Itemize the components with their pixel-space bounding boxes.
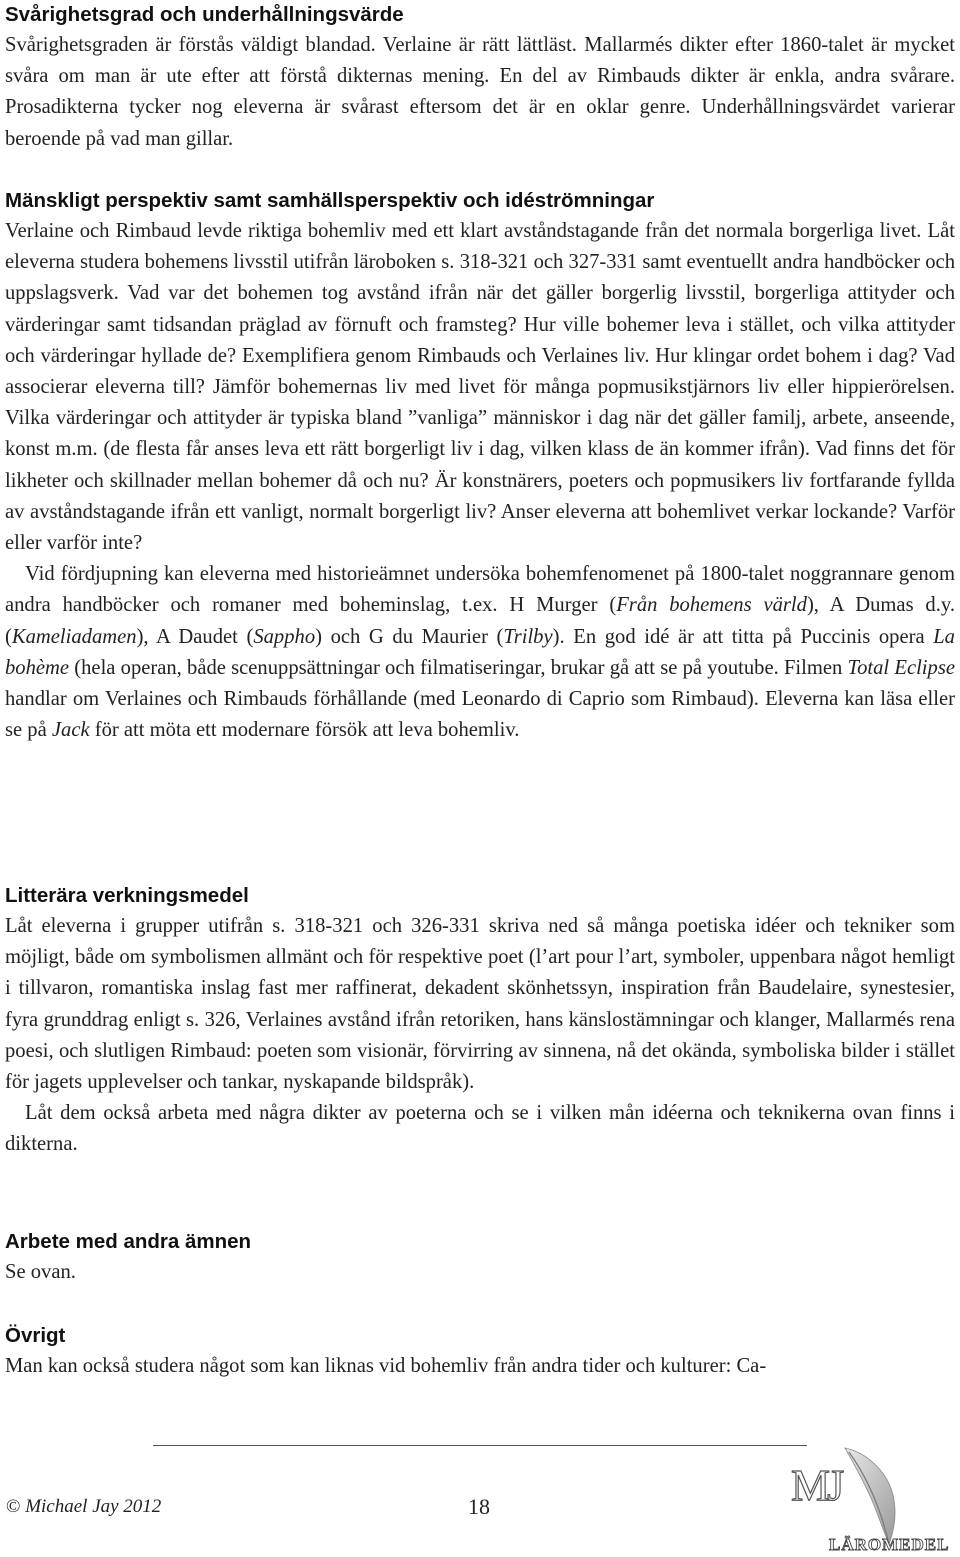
paragraph: Man kan också studera något som kan liknas vid bohemliv från andra tider och kulturer: Ca- (5, 1355, 767, 1377)
mj-laromedel-logo (785, 1440, 955, 1555)
section-difficulty (5, 0, 955, 155)
paragraph: Låt eleverna i grupper utifrån s. 318-321 och 326-331 skriva ned så många poetiska idéer och tekniker som möjligt, både om symbolismen allmänt och för respektive poet (l’art pour l’art, symboler, uppenbara något hemligt i tillvaron, romantiska inslag fast mer raffinerat, dekadent skönhetssyn, inspiration från Baudelaire, synestesier, fyra grunddrag enligt s. 326, Verlaines avstånd ifrån retoriken, hans känslostämningar och klanger, Mallarmés rena poesi, och slutligen Rimbaud: poeten som visionär, förvirring av sinnena, nå det okända, symboliska bilder i stället för jagets upplevelser och tankar, nyskapande bildspråk). (5, 915, 955, 1094)
page-number: 18 (468, 1494, 490, 1519)
footer-divider (153, 1445, 807, 1446)
section-heading: Arbete med andra ämnen (5, 1230, 252, 1253)
section-heading: Mänskligt perspektiv samt samhällsperspektiv och idéströmningar (5, 189, 655, 212)
section-heading: Litterära verkningsmedel (5, 884, 249, 907)
section-heading: Övrigt (5, 1324, 66, 1347)
logo-initials: MJ (791, 1461, 842, 1510)
copyright-notice (6, 1496, 161, 1518)
paragraph: Svårighetsgraden är förstås väldigt blandad. Verlaine är rätt lättläst. Mallarmés dikter efter 1860-talet är mycket svåra om man är ute efter att förstå dikternas mening. En del av Rimbauds dikter är enkla, andra svårare. Prosadikterna tycker nog eleverna är svårast eftersom det är en oklar genre. Underhållningsvärdet varierar beroende på vad man gillar. (5, 34, 955, 150)
section-heading: Svårighetsgrad och underhållningsvärde (5, 3, 404, 26)
copyright-symbol: © (6, 1496, 21, 1517)
logo-wordmark: LÄROMEDEL (829, 1535, 950, 1554)
section-literary-devices (5, 881, 955, 1161)
paragraph: Se ovan. (5, 1261, 76, 1283)
paragraph-deepening: Vid fördjupning kan eleverna med historieämnet undersöka bohemfenomenet på 1800-talet noggrannare genom andra handböcker och romaner med boheminslag, t.ex. H Murger (Från bohemens värld), A Dumas d.y. (Kameliadamen), A Daudet (Sappho) och G du Maurier (Trilby). En god idé är att titta på Puccinis opera La bohème (hela operan, både scenuppsättningar och filmatiseringar, brukar gå att se på youtube. Filmen Total Eclipse handlar om Verlaines och Rimbauds förhållande (med Leonardo di Caprio som Rimbaud). Eleverna kan läsa eller se på Jack för att möta ett modernare försök att leva bohemliv. (5, 563, 955, 742)
section-other-subjects (5, 1227, 955, 1288)
section-misc (5, 1321, 955, 1382)
section-perspective (5, 186, 955, 746)
paragraph: Låt dem också arbeta med några dikter av poeterna och se i vilken mån idéerna och teknikerna ovan finns i dikterna. (5, 1102, 955, 1156)
paragraph: Verlaine och Rimbaud levde riktiga bohemliv med ett klart avståndstagande från det normala borgerliga livet. Låt eleverna studera bohemens livsstil utifrån läroboken s. 318-321 och 327-331 samt eventuellt andra handböcker och uppslagsverk. Vad var det bohemen tog avstånd ifrån när det gäller borgerlig livsstil, borgerliga attityder och värderingar samt tidsandan präglad av förnuft och framsteg? Hur ville bohemer leva i stället, och vilka attityder och värderingar hyllade de? Exemplifiera genom Rimbauds och Verlaines liv. Hur klingar ordet bohem i dag? Vad associerar eleverna till? Jämför bohemernas liv med livet för många popmusikstjärnors liv eller hippierörelsen. Vilka värderingar och attityder är typiska bland ”vanliga” människor i dag när det gäller familj, arbete, anseende, konst m.m. (de flesta får anses leva ett rätt borgerligt liv i dag, vilken klass de än kommer ifrån). Vad finns det för likheter och skillnader mellan bohemer då och nu? Är konstnärers, poeters och popmusikers liv fortfarande fyllda av avståndstagande ifrån ett vanligt, normalt borgerligt liv? Anser eleverna att bohemlivet verkar lockande? Varför eller varför inte? (5, 220, 955, 555)
feather-icon (845, 1448, 895, 1544)
copyright-name: Michael Jay 2012 (25, 1496, 162, 1517)
